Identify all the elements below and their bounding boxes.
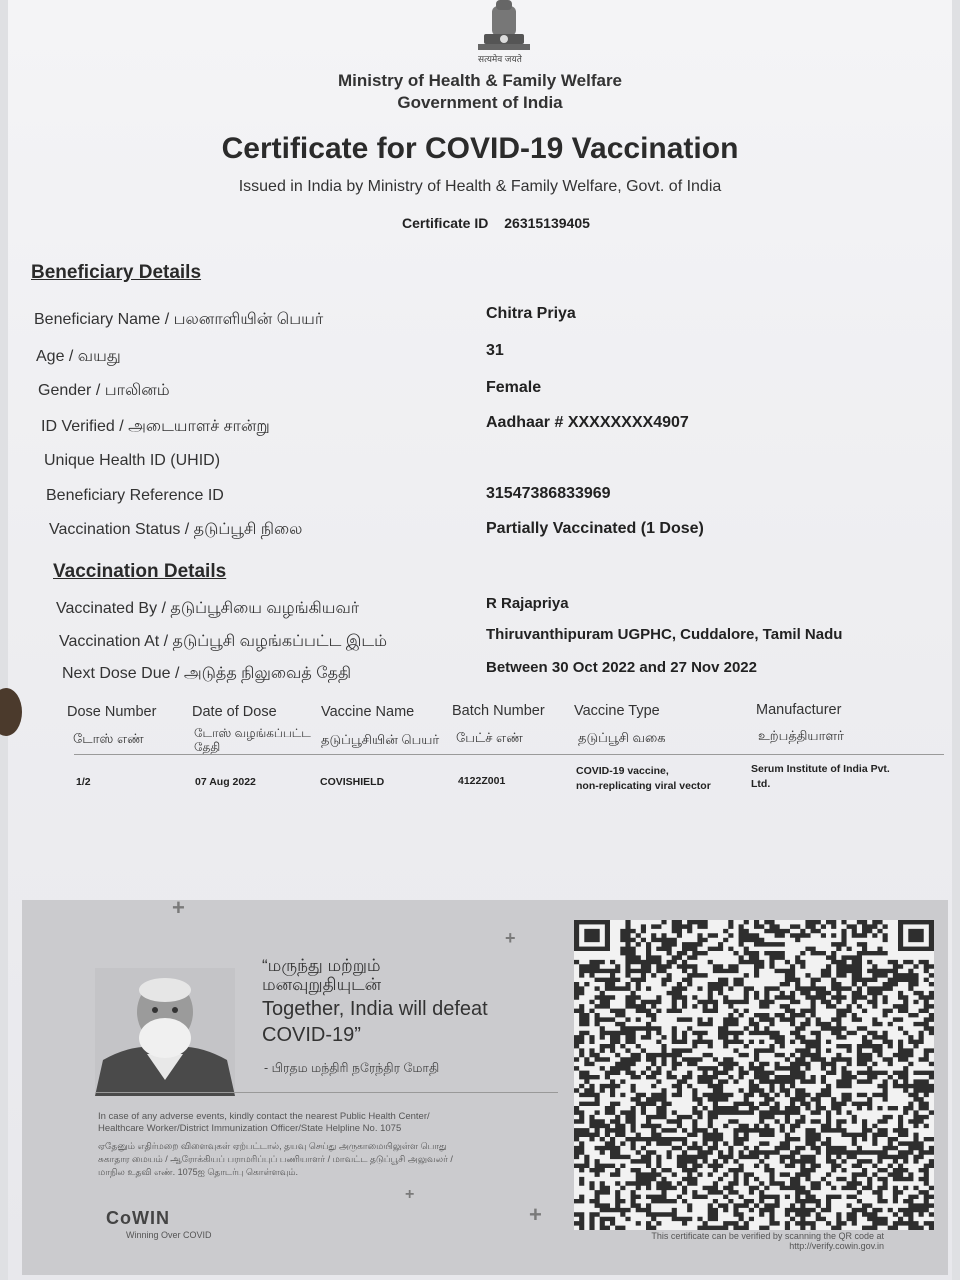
notice-english-line-1: In case of any adverse events, kindly contact the nearest Public Health Center/ — [98, 1111, 430, 1122]
prime-minister-name: - பிரதம மந்திரி நரேந்திர மோதி — [264, 1061, 440, 1075]
manufacturer-line-2: Ltd. — [751, 778, 771, 790]
qr-finder-pattern — [908, 929, 923, 942]
vaccine-name-cell: COVISHIELD — [320, 776, 385, 788]
notice-english-line-2: Healthcare Worker/District Immunization Officer/State Helpline No. 1075 — [98, 1123, 402, 1134]
adverse-event-notice-english — [98, 1111, 558, 1135]
next-dose-due-label: Next Dose Due / அடுத்த நிலுவைத் தேதி — [62, 665, 352, 682]
vaccination-at-value: Thiruvanthipuram UGPHC, Cuddalore, Tamil Nadu — [486, 626, 843, 643]
header-vaccine-type: Vaccine Type — [574, 703, 660, 719]
quote-english — [262, 996, 552, 1048]
id-verified-value: Aadhaar # XXXXXXXX4907 — [486, 414, 689, 431]
header-date-of-dose: Date of Dose — [192, 704, 277, 720]
vaccine-type-line-1: COVID-19 vaccine, — [576, 765, 669, 777]
table-divider — [74, 754, 944, 755]
vaccination-details-heading: Vaccination Details — [53, 561, 227, 582]
notice-tamil-line-3: மாநில உதவி எண். 1075ஐ தொடர்பு கொள்ளவும். — [98, 1167, 299, 1177]
manufacturer-line-1: Serum Institute of India Pvt. — [751, 763, 890, 775]
id-verified-label: ID Verified / அடையாளச் சான்று — [41, 418, 270, 435]
plus-mark-icon: + — [505, 928, 516, 948]
emblem-motto: सत्यमेव जयते — [478, 54, 522, 64]
vaccinated-by-label: Vaccinated By / தடுப்பூசியை வழங்கியவர் — [56, 600, 360, 617]
ministry-name — [8, 70, 952, 114]
beneficiary-reference-id-value: 31547386833969 — [486, 485, 611, 502]
age-value: 31 — [486, 342, 504, 359]
vaccinated-by-value: R Rajapriya — [486, 595, 569, 612]
ministry-line-2: Government of India — [397, 93, 563, 112]
header-dose-number-ta: டோஸ் எண் — [73, 731, 144, 746]
certificate-title: Certificate for COVID-19 Vaccination — [221, 132, 739, 165]
age-label: Age / வயது — [36, 348, 121, 365]
plus-mark-icon: + — [405, 1186, 415, 1203]
beneficiary-details-heading: Beneficiary Details — [31, 262, 202, 283]
adverse-event-notice-tamil — [98, 1140, 558, 1179]
qr-code[interactable] — [574, 920, 934, 1230]
header-batch-number: Batch Number — [452, 703, 545, 719]
dose-number-cell: 1/2 — [76, 776, 91, 788]
vaccination-at-label: Vaccination At / தடுப்பூசி வழங்கப்பட்ட இடம் — [59, 633, 387, 650]
vaccination-status-value: Partially Vaccinated (1 Dose) — [486, 520, 704, 537]
beneficiary-name-label: Beneficiary Name / பலனாளியின் பெயர் — [34, 311, 324, 328]
banner-divider — [96, 1092, 558, 1093]
manufacturer-cell — [751, 762, 890, 792]
quote-tamil-line-2: மனவுறுதியுடன் — [262, 975, 382, 994]
plus-mark-icon: + — [529, 1202, 542, 1227]
beneficiary-reference-id-label: Beneficiary Reference ID — [46, 487, 224, 504]
header-vaccine-name-ta: தடுப்பூசியின் பெயர் — [321, 732, 440, 747]
gender-label: Gender / பாலினம் — [38, 382, 170, 399]
verification-note — [590, 1231, 884, 1251]
notice-tamil-line-2: சுகாதார மையம் / ஆரோக்கியப் பராமரிப்புப் பணியாளர் / மாவட்ட தடுப்பூசி அலுவலர் / — [98, 1154, 453, 1164]
quote-english-line-2: COVID-19” — [262, 1024, 361, 1046]
certificate-id-value: 26315139405 — [504, 215, 590, 231]
header-vaccine-name: Vaccine Name — [321, 704, 415, 720]
certificate-subtitle: Issued in India by Ministry of Health & Family Welfare, Govt. of India — [238, 178, 722, 195]
quote-tamil — [262, 956, 562, 994]
header-manufacturer-ta: உற்பத்தியாளர் — [758, 728, 844, 743]
beneficiary-name-value: Chitra Priya — [486, 305, 576, 322]
qr-finder-pattern — [584, 929, 599, 942]
uhid-label: Unique Health ID (UHID) — [44, 452, 221, 469]
header-date-of-dose-ta: டோஸ் வழங்கப்பட்ட தேதி — [194, 726, 311, 754]
vaccine-type-cell — [576, 764, 711, 794]
qr-modules — [574, 920, 934, 1230]
gender-value: Female — [486, 379, 542, 396]
cowin-logo: CoWIN — [106, 1208, 170, 1228]
header-manufacturer: Manufacturer — [756, 702, 842, 718]
quote-english-line-1: Together, India will defeat — [262, 998, 488, 1020]
notice-tamil-line-1: ஏதேனும் எதிர்மறை விளைவுகள் ஏற்பட்டால், தயவு செய்து அருகாமையிலுள்ள பொது — [98, 1141, 447, 1151]
header-dose-number: Dose Number — [67, 704, 157, 720]
header-vaccine-type-ta: தடுப்பூசி வகை — [578, 730, 666, 745]
cowin-tagline: Winning Over COVID — [126, 1230, 212, 1240]
quote-tamil-line-1: “மருந்து மற்றும் — [262, 956, 381, 975]
certificate-id-label: Certificate ID — [402, 215, 489, 231]
batch-number-cell: 4122Z001 — [458, 775, 506, 787]
next-dose-due-value: Between 30 Oct 2022 and 27 Nov 2022 — [486, 659, 757, 676]
header-batch-number-ta: பேட்ச் எண் — [456, 730, 523, 745]
plus-mark-icon: + — [172, 895, 185, 920]
verification-note-line-1: This certificate can be verified by scanning the QR code at — [651, 1231, 884, 1241]
ministry-line-1: Ministry of Health & Family Welfare — [337, 71, 623, 90]
date-of-dose-cell: 07 Aug 2022 — [195, 776, 256, 788]
prime-minister-portrait — [95, 968, 235, 1096]
verification-note-line-2: http://verify.cowin.gov.in — [789, 1241, 884, 1251]
certificate-id — [402, 215, 590, 231]
vaccination-status-label: Vaccination Status / தடுப்பூசி நிலை — [49, 521, 303, 538]
vaccine-type-line-2: non-replicating viral vector — [576, 780, 711, 792]
